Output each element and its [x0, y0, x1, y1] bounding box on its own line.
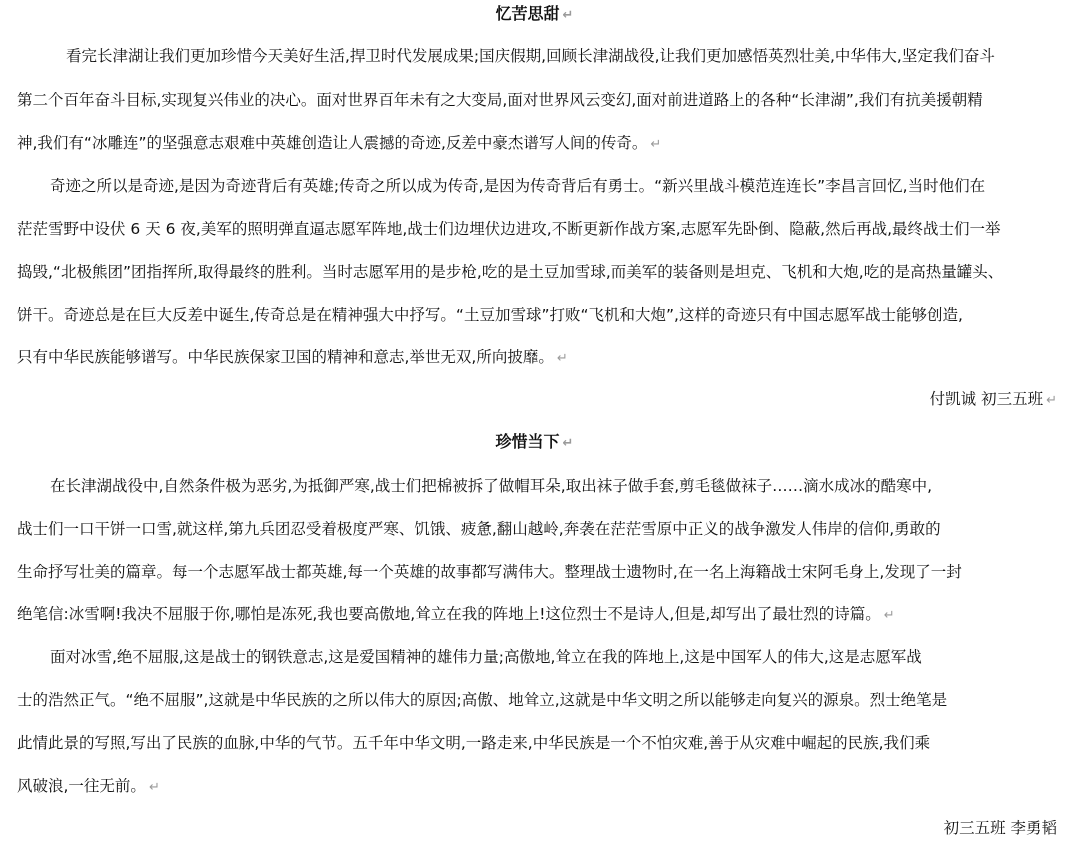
article2-para2-line3: 此情此景的写照,写出了民族的血脉,中华的气节。五千年中华文明,一路走来,中华民族是一个不怕灾难,善于从灾难中崛起的民族,我们乘 — [17, 734, 931, 752]
article1-para2-line4: 饼干。奇迹总是在巨大反差中诞生,传奇总是在精神强大中抒写。“土豆加雪球”打败“飞机和大炮”,这样的奇迹只有中国志愿军战士能够创造, — [17, 306, 963, 324]
paragraph-mark-icon: ↵ — [1046, 393, 1057, 408]
article1-signature: 付凯诚 初三五班 ↵ — [929, 390, 1057, 408]
article2-para2-line4: 风破浪,一往无前。 ↵ — [17, 777, 160, 795]
article1-para1-line3: 神,我们有“冰雕连”的坚强意志艰难中英雄创造让人震撼的奇迹,反差中豪杰谱写人间的传奇。 ↵ — [17, 134, 662, 152]
article1-para2-line3: 捣毁,“北极熊团”团指挥所,取得最终的胜利。当时志愿军用的是步枪,吃的是土豆加雪球,而美军的装备则是坦克、飞机和大炮,吃的是高热量罐头、 — [17, 263, 1004, 281]
article1-title: 忆苦思甜 ↵ — [495, 4, 574, 23]
paragraph-mark-icon: ↵ — [650, 137, 662, 152]
paragraph-mark-icon: ↵ — [148, 780, 160, 795]
article2-para1-line4: 绝笔信:冰雪啊!我决不屈服于你,哪怕是冻死,我也要高傲地,耸立在我的阵地上!这位烈士不是诗人,但是,却写出了最壮烈的诗篇。 ↵ — [17, 605, 895, 623]
article1-para1-line2: 第二个百年奋斗目标,实现复兴伟业的决心。面对世界百年未有之大变局,面对世界风云变幻,面对前进道路上的各种“长津湖”,我们有抗美援朝精 — [17, 91, 983, 109]
article1-para2-line1: 奇迹之所以是奇迹,是因为奇迹背后有英雄;传奇之所以成为传奇,是因为传奇背后有勇士。“新兴里战斗模范连连长”李昌言回忆,当时他们在 — [50, 177, 986, 195]
article2-para2-line1: 面对冰雪,绝不屈服,这是战士的钢铁意志,这是爱国精神的雄伟力量;高傲地,耸立在我的阵地上,这是中国军人的伟大,这是志愿军战 — [50, 648, 922, 666]
article2-signature: 初三五班 李勇韬 — [943, 819, 1057, 837]
article2-title: 珍惜当下 ↵ — [495, 432, 574, 451]
article1-para2-line5: 只有中华民族能够谱写。中华民族保家卫国的精神和意志,举世无双,所向披靡。 ↵ — [17, 348, 568, 366]
article2-para1-line3: 生命抒写壮美的篇章。每一个志愿军战士都英雄,每一个英雄的故事都写满伟大。整理战士遗物时,在一名上海籍战士宋阿毛身上,发现了一封 — [17, 563, 962, 581]
article2-para1-line2: 战士们一口干饼一口雪,就这样,第九兵团忍受着极度严寒、饥饿、疲惫,翻山越岭,奔袭在茫茫雪原中正义的战争激发人伟岸的信仰,勇敢的 — [17, 520, 941, 538]
paragraph-mark-icon: ↵ — [562, 436, 574, 451]
paragraph-mark-icon: ↵ — [556, 351, 568, 366]
article1-para1-line1: 看完长津湖让我们更加珍惜今天美好生活,捍卫时代发展成果;国庆假期,回顾长津湖战役,让我们更加感悟英烈壮美,中华伟大,坚定我们奋斗 — [66, 47, 995, 65]
paragraph-mark-icon: ↵ — [562, 8, 574, 23]
article1-para2-line2: 茫茫雪野中设伏 6 天 6 夜,美军的照明弹直逼志愿军阵地,战士们边埋伏边进攻,不断更新作战方案,志愿军先卧倒、隐蔽,然后再战,最终战士们一举 — [17, 220, 1001, 238]
article2-para1-line1: 在长津湖战役中,自然条件极为恶劣,为抵御严寒,战士们把棉被拆了做帽耳朵,取出袜子做手套,剪毛毯做袜子……滴水成冰的酷寒中, — [50, 477, 933, 495]
paragraph-mark-icon: ↵ — [883, 608, 895, 623]
article2-para2-line2: 士的浩然正气。“绝不屈服”,这就是中华民族的之所以伟大的原因;高傲、地耸立,这就是中华文明之所以能够走向复兴的源泉。烈士绝笔是 — [17, 691, 948, 709]
